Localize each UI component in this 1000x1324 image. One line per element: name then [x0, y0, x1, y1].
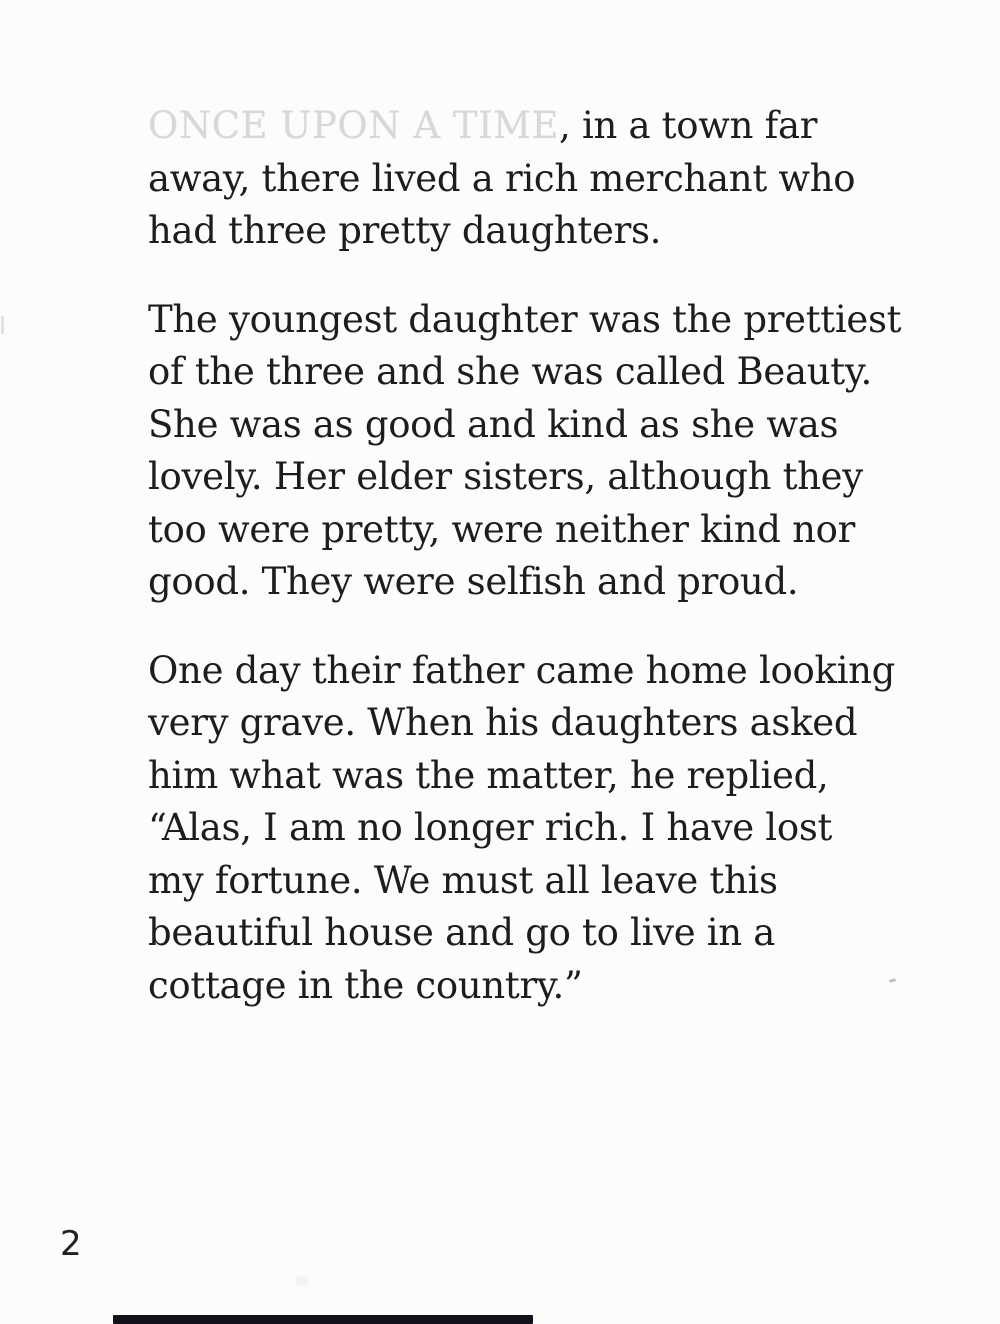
story-line: had three pretty daughters. — [148, 209, 662, 252]
scan-artifact-bar — [113, 1315, 533, 1324]
story-line: good. They were selfish and proud. — [148, 560, 799, 603]
story-line: very grave. When his daughters asked — [148, 701, 858, 744]
story-line: away, there lived a rich merchant who — [148, 156, 856, 200]
story-line: cottage in the country.” — [148, 963, 583, 1007]
story-paragraph — [148, 645, 901, 1013]
story-line: lovely. Her elder sisters, although they — [148, 455, 863, 498]
story-line: The youngest daughter was the prettiest — [148, 297, 902, 341]
story-text — [148, 100, 901, 1048]
scan-artifact-smudge — [295, 1276, 309, 1286]
story-line — [148, 100, 901, 153]
story-paragraph — [148, 294, 901, 609]
page-number: 2 — [60, 1224, 82, 1264]
story-line-text: , in a town far — [559, 104, 818, 147]
story-line: him what was the matter, he replied, — [148, 753, 829, 797]
story-line: One day their father came home looking — [148, 648, 896, 692]
story-paragraph — [148, 100, 901, 258]
opening-phrase: ONCE UPON A TIME — [148, 104, 560, 147]
story-line: She was as good and kind as she was — [148, 402, 839, 446]
scan-artifact-edge-tick — [1, 316, 4, 334]
story-line: “Alas, I am no longer rich. I have lost — [148, 806, 833, 849]
story-line: too were pretty, were neither kind nor — [148, 507, 856, 551]
story-line: my fortune. We must all leave this — [148, 858, 778, 902]
story-line: beautiful house and go to live in a — [148, 911, 776, 954]
story-line: of the three and she was called Beauty. — [148, 350, 873, 393]
